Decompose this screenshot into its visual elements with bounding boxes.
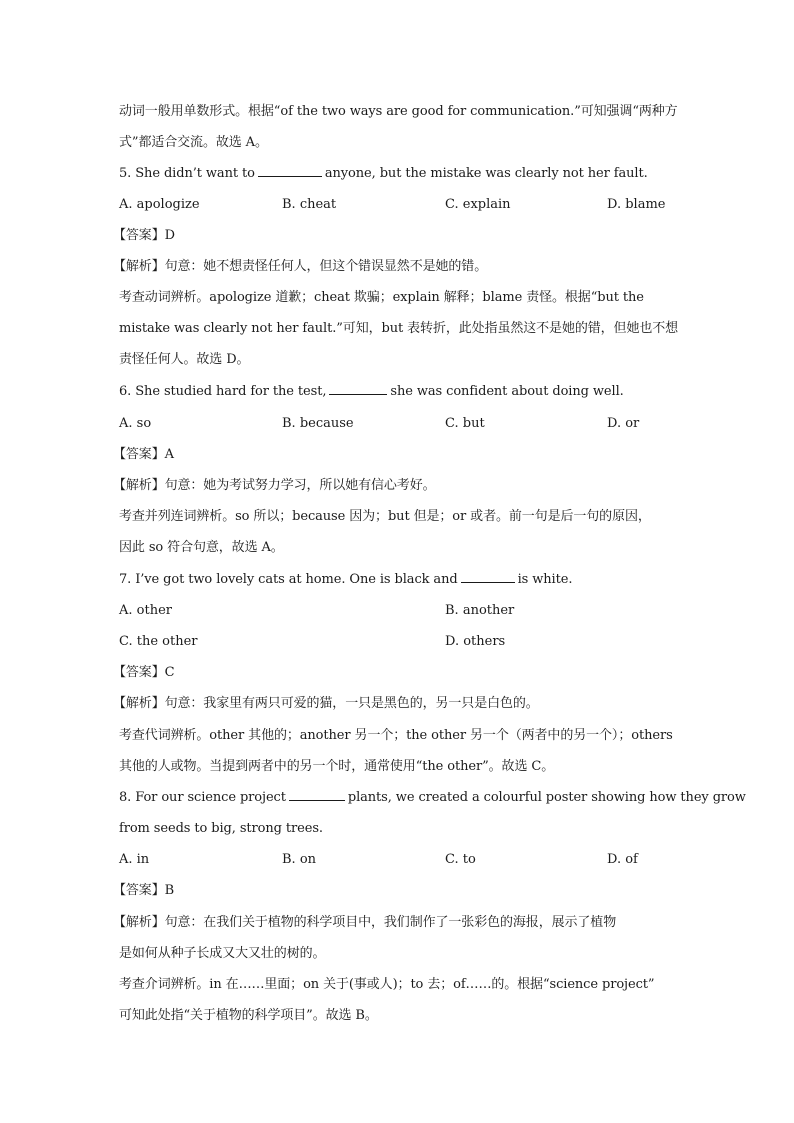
answer-line: 【答案】B	[113, 883, 175, 898]
question-8	[119, 788, 746, 808]
option-d: D. others	[445, 634, 506, 649]
answer-blank	[258, 164, 322, 177]
explanation-line: 考查动词辨析。apologize 道歉；cheat 欺骗；explain 解释；blame 责怪。根据“but the	[119, 290, 644, 305]
option-d: D. or	[607, 416, 640, 431]
option-b: B. on	[282, 852, 317, 867]
option-c: C. the other	[119, 634, 198, 649]
text-line: 式”都适合交流。故选 A。	[119, 135, 268, 150]
question-text: from seeds to big, strong trees.	[119, 821, 323, 836]
answer-blank	[461, 570, 515, 583]
answer-line: 【答案】C	[113, 665, 175, 680]
answer-line: 【答案】D	[113, 228, 175, 243]
question-5	[119, 164, 679, 184]
option-b: B. cheat	[282, 197, 337, 212]
option-c: C. to	[445, 852, 476, 867]
question-7	[119, 570, 679, 590]
answer-line: 【答案】A	[113, 447, 174, 462]
option-d: D. blame	[607, 197, 666, 212]
explanation-line: 考查并列连词辨析。so 所以；because 因为；but 但是；or 或者。前一句是后一句的原因，	[119, 509, 651, 524]
explanation-line: 可知此处指“关于植物的科学项目”。故选 B。	[119, 1008, 378, 1023]
question-text: 5. She didn’t want to	[119, 166, 255, 181]
text-line: 动词一般用单数形式。根据“of the two ways are good for communication.”可知强调“两种方	[119, 104, 678, 119]
question-text: is white.	[517, 572, 573, 587]
explanation-line: 是如何从种子长成又大又壮的树的。	[119, 946, 326, 961]
explanation-line: mistake was clearly not her fault.”可知，but 表转折，此处指虽然这不是她的错，但她也不想	[119, 321, 679, 336]
option-a: A. other	[119, 603, 172, 618]
explanation-line: 其他的人或物。当提到两者中的另一个时，通常使用“the other”。故选 C。	[119, 759, 555, 774]
answer-blank	[329, 382, 387, 395]
option-a: A. apologize	[119, 197, 200, 212]
option-c: C. but	[445, 416, 485, 431]
explanation-line: 责怪任何人。故选 D。	[119, 352, 250, 367]
question-text: she was confident about doing well.	[390, 384, 624, 399]
explanation-line: 考查介词辨析。in 在……里面；on 关于(事或人)；to 去；of……的。根据“science project”	[119, 977, 655, 992]
option-b: B. another	[445, 603, 515, 618]
option-a: A. so	[119, 416, 152, 431]
explanation-line: 考查代词辨析。other 其他的；another 另一个；the other 另一个（两者中的另一个）；others	[119, 728, 673, 743]
question-6	[119, 382, 679, 402]
option-d: D. of	[607, 852, 638, 867]
question-text: 7. I’ve got two lovely cats at home. One is black and	[119, 572, 458, 587]
explanation-line: 因此 so 符合句意，故选 A。	[119, 540, 284, 555]
explanation-line: 【解析】句意：在我们关于植物的科学项目中，我们制作了一张彩色的海报，展示了植物	[113, 915, 617, 930]
explanation-line: 【解析】句意：她不想责怪任何人，但这个错误显然不是她的错。	[113, 259, 488, 274]
question-text: plants, we created a colourful poster showing how they grow	[347, 790, 746, 805]
question-text: 8. For our science project	[119, 790, 286, 805]
explanation-line: 【解析】句意：我家里有两只可爱的猫，一只是黑色的，另一只是白色的。	[113, 696, 539, 711]
question-text: anyone, but the mistake was clearly not her fault.	[324, 166, 648, 181]
option-c: C. explain	[445, 197, 511, 212]
answer-blank	[289, 788, 345, 801]
option-a: A. in	[119, 852, 150, 867]
question-text: 6. She studied hard for the test,	[119, 384, 327, 399]
option-b: B. because	[282, 416, 354, 431]
explanation-line: 【解析】句意：她为考试努力学习，所以她有信心考好。	[113, 478, 436, 493]
